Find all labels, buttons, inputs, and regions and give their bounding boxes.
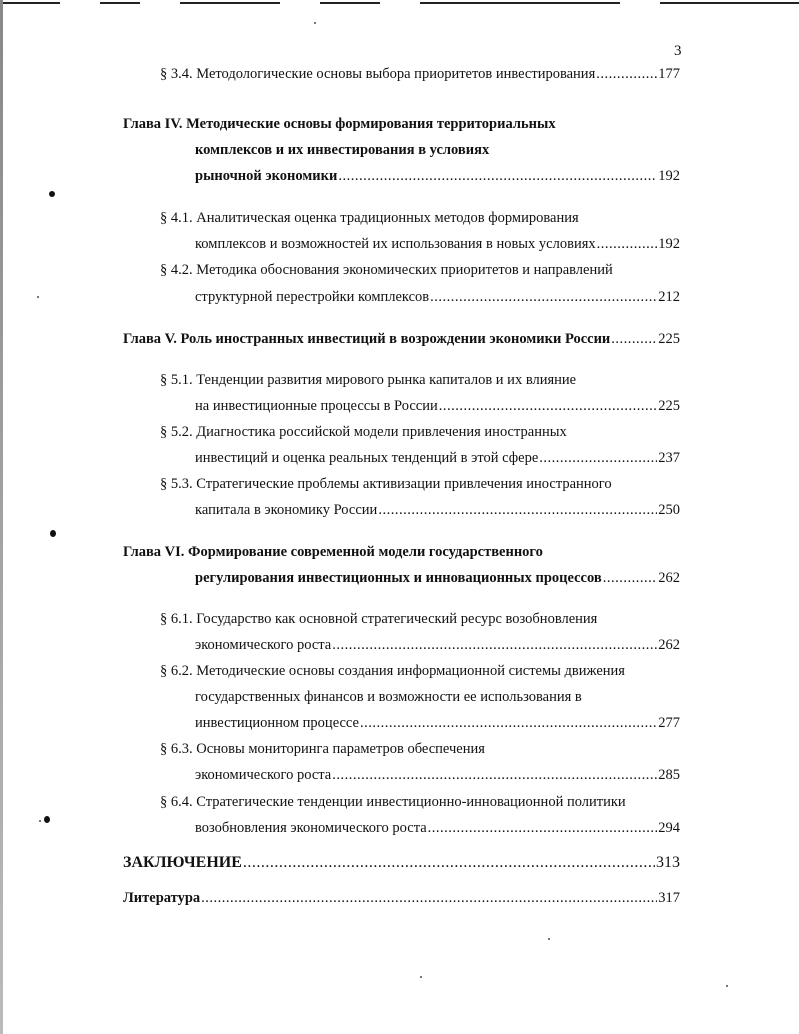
toc-entry-title: структурной перестройки комплексов <box>195 289 430 305</box>
binder-hole-mark <box>44 816 50 823</box>
toc-entry-literature[interactable] <box>123 888 680 908</box>
scan-speck <box>314 22 316 24</box>
toc-entry-6-3-line1[interactable]: § 6.3. Основы мониторинга параметров обеспечения <box>160 741 485 757</box>
toc-entry-6-1[interactable] <box>195 635 680 655</box>
toc-leader-dots <box>611 329 657 349</box>
chapter-4-title-line1[interactable]: Глава IV. Методические основы формирования территориальных <box>123 116 556 132</box>
toc-entry-title: § 3.4. Методологические основы выбора приоритетов инвестирования <box>160 66 596 82</box>
toc-entry-page: 192 <box>658 236 680 252</box>
toc-entry-title: экономического роста <box>195 637 332 653</box>
chapter-4-title-line2[interactable]: комплексов и их инвестирования в условиях <box>195 142 490 158</box>
toc-entry-page: 313 <box>656 854 680 871</box>
toc-leader-dots <box>243 853 655 873</box>
binder-hole-mark <box>49 191 55 197</box>
toc-entry-chapter-5[interactable] <box>123 329 680 349</box>
toc-entry-title: регулирования инвестиционных и инновационных процессов <box>195 570 602 586</box>
toc-leader-dots <box>378 500 657 520</box>
toc-leader-dots <box>338 166 657 186</box>
scan-top-border <box>0 0 799 6</box>
scan-speck <box>39 820 41 822</box>
toc-leader-dots <box>597 234 658 254</box>
toc-entry-3-4[interactable] <box>160 64 680 84</box>
toc-entry-chapter-6[interactable] <box>195 568 680 588</box>
toc-entry-6-1-line1[interactable]: § 6.1. Государство как основной стратегический ресурс возобновления <box>160 611 598 627</box>
toc-entry-6-4-line1[interactable]: § 6.4. Стратегические тенденции инвестиционно-инновационной политики <box>160 794 626 810</box>
toc-entry-title: возобновления экономического роста <box>195 820 427 836</box>
toc-entry-chapter-4[interactable] <box>195 166 680 186</box>
scan-left-edge <box>0 0 3 1034</box>
toc-entry-6-4[interactable] <box>195 818 680 838</box>
toc-entry-page: 294 <box>658 820 680 836</box>
toc-leader-dots <box>603 568 658 588</box>
toc-entry-title: экономического роста <box>195 767 332 783</box>
scan-speck <box>726 985 728 987</box>
toc-entry-title: на инвестиционные процессы в России <box>195 398 438 414</box>
toc-leader-dots <box>539 448 657 468</box>
toc-entry-4-1-line1[interactable]: § 4.1. Аналитическая оценка традиционных методов формирования <box>160 210 579 226</box>
scan-speck <box>548 938 550 940</box>
toc-entry-title: рыночной экономики <box>195 168 338 184</box>
toc-entry-title: ЗАКЛЮЧЕНИЕ <box>123 854 242 871</box>
toc-entry-6-3[interactable] <box>195 765 680 785</box>
toc-entry-title: инвестиционном процессе <box>195 715 359 731</box>
toc-entry-page: 177 <box>658 66 680 82</box>
toc-entry-page: 285 <box>658 767 680 783</box>
toc-entry-5-2-line1[interactable]: § 5.2. Диагностика российской модели привлечения иностранных <box>160 424 567 440</box>
toc-entry-title: Литература <box>123 890 201 906</box>
toc-entry-page: 212 <box>658 289 680 305</box>
toc-entry-title: Глава V. Роль иностранных инвестиций в возрождении экономики России <box>123 331 611 347</box>
toc-entry-page: 237 <box>658 450 680 466</box>
toc-leader-dots <box>430 287 657 307</box>
toc-leader-dots <box>428 818 658 838</box>
toc-leader-dots <box>332 765 657 785</box>
toc-entry-page: 277 <box>658 715 680 731</box>
toc-entry-title: инвестиций и оценка реальных тенденций в этой сфере <box>195 450 539 466</box>
toc-leader-dots <box>439 396 657 416</box>
toc-entry-page: 317 <box>658 890 680 906</box>
toc-entry-5-2[interactable] <box>195 448 680 468</box>
toc-entry-4-1[interactable] <box>195 234 680 254</box>
toc-entry-page: 225 <box>658 398 680 414</box>
toc-entry-page: 262 <box>658 637 680 653</box>
toc-leader-dots <box>332 635 657 655</box>
toc-leader-dots <box>596 64 657 84</box>
chapter-6-title-line1[interactable]: Глава VI. Формирование современной модели государственного <box>123 544 543 560</box>
toc-entry-4-2-line1[interactable]: § 4.2. Методика обоснования экономических приоритетов и направлений <box>160 262 613 278</box>
toc-entry-4-2[interactable] <box>195 287 680 307</box>
toc-entry-page: 250 <box>658 502 680 518</box>
scan-speck <box>420 976 422 978</box>
toc-entry-page: 262 <box>658 570 680 586</box>
toc-entry-5-1[interactable] <box>195 396 680 416</box>
toc-entry-title: капитала в экономику России <box>195 502 378 518</box>
toc-entry-6-2-line1[interactable]: § 6.2. Методические основы создания информационной системы движения <box>160 663 625 679</box>
toc-entry-5-1-line1[interactable]: § 5.1. Тенденции развития мирового рынка капиталов и их влияние <box>160 372 577 388</box>
toc-leader-dots <box>360 713 657 733</box>
toc-entry-conclusion[interactable] <box>123 853 680 873</box>
scan-speck <box>37 296 39 298</box>
binder-hole-mark <box>50 530 56 537</box>
toc-entry-title: комплексов и возможностей их использования в новых условиях <box>195 236 596 252</box>
toc-entry-5-3-line1[interactable]: § 5.3. Стратегические проблемы активизации привлечения иностранного <box>160 476 612 492</box>
toc-entry-page: 225 <box>658 331 680 347</box>
toc-leader-dots <box>201 888 657 908</box>
toc-entry-6-2-line2[interactable]: государственных финансов и возможности ее использования в <box>195 689 582 705</box>
toc-entry-6-2[interactable] <box>195 713 680 733</box>
toc-entry-5-3[interactable] <box>195 500 680 520</box>
page-number: 3 <box>674 43 682 59</box>
toc-entry-page: 192 <box>658 168 680 184</box>
